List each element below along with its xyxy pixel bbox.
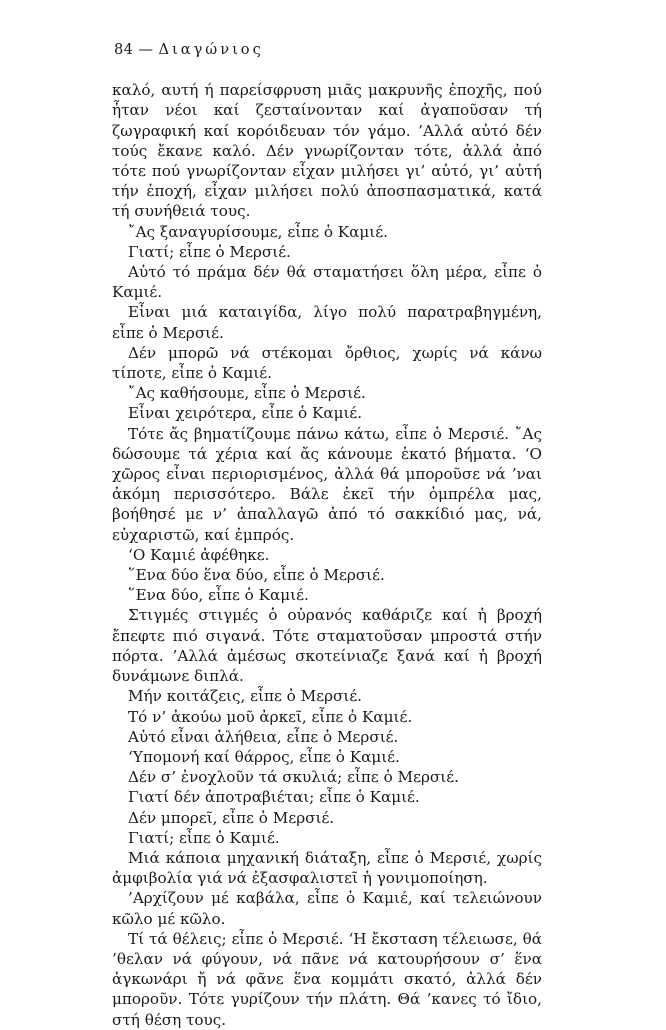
header-separator: — (138, 41, 154, 58)
paragraph: Στιγμές στιγμές ὁ οὐρανός καθάριζε καί ἡ βροχή ἔπεφτε πιό σιγανά. Τότε σταματοῦσαν μπροστά στήν πόρτα. ’Αλλά ἀμέσως σκοτείνιαζε ξανά καί ἡ βροχή δυνάμωνε διπλά. (112, 606, 542, 686)
paragraph: Δέν σ’ ἐνοχλοῦν τά σκυλιά; εἶπε ὁ Μερσιέ. (128, 768, 459, 787)
paragraph: ῎Ας καθήσουμε, εἶπε ὁ Μερσιέ. (128, 384, 366, 403)
continued-paragraph: καλό, αυτή ή παρείσφρυση μιᾶς μακρυνῆς ἐποχῆς, πού ἦταν νέοι καί ζεσταίνονταν καί ἀγαποῦσαν τή ζωγραφική καί κορόιδευαν τόν γάμο. ’Αλλά αὐτό δέν τούς ἔκανε καλό. Δέν γνωρίζονταν τότε, ἀλλά ἀπό τότε πού γνωρίζονταν εἶχαν μιλήσει γι’ αὐτό, γι’ αὐτή τήν ἐποχή, εἶχαν μιλήσει πολύ ἀποσπασματικά, κατά τή συνήθειά τους. (112, 81, 542, 221)
paragraph: ‘Ο Καμιέ ἀφέθηκε. (128, 545, 270, 564)
paragraph: Εἶναι μιά καταιγίδα, λίγο πολύ παρατραβηγμένη, εἶπε ὁ Μερσιέ. (112, 303, 542, 342)
paragraph: ‘Υπομονή καί θάρρος, εἶπε ὁ Καμιέ. (128, 747, 400, 766)
paragraph: ῞Ενα δύο ἕνα δύο, εἶπε ὁ Μερσιέ. (128, 566, 385, 585)
paragraph: Δέν μπορεῖ, εἶπε ὁ Μερσιέ. (128, 808, 335, 827)
paragraph: Γιατί; εἶπε ὁ Μερσιέ. (128, 242, 291, 261)
paragraph: Μήν κοιτάζεις, εἶπε ὁ Μερσιέ. (128, 687, 363, 706)
paragraph: ’Αρχίζουν μέ καβάλα, εἶπε ὁ Καμιέ, καί τελειώνουν κῶλο μέ κῶλο. (112, 889, 542, 928)
paragraph: Δέν μπορῶ νά στέκομαι ὄρθιος, χωρίς νά κάνω τίποτε, εἶπε ὁ Καμιέ. (112, 343, 542, 383)
paragraph: Αὐτό εἶναι ἀλήθεια, εἶπε ὁ Μερσιέ. (128, 727, 399, 746)
paragraph: ῞Ενα δύο, εἶπε ὁ Καμιέ. (128, 586, 309, 605)
running-title: Διαγώνιος (158, 41, 264, 58)
paragraph: Γιατί; εἶπε ὁ Καμιέ. (128, 828, 280, 847)
paragraph: Αὐτό τό πράμα δέν θά σταματήσει ὅλη μέρα, εἶπε ὁ Καμιέ. (112, 263, 542, 302)
paragraph: ῎Ας ξαναγυρίσουμε, εἶπε ὁ Καμιέ. (128, 222, 388, 241)
paragraph: Τότε ἄς βηματίζουμε πάνω κάτω, εἶπε ὁ Μερσιέ. ῎Ας δώσουμε τά χέρια καί ἄς κάνουμε ἑκατό βήματα. ‘Ο χῶρος εἶναι περιορισμένος, ἀλλά θά μποροῦσε νά ’ναι ἀκόμη περισσότερο. Βάλε ἐκεῖ τήν ὀμπρέλα μας, βοήθησέ με ν’ ἀπαλλαγῶ ἀπό τό σακκίδιό μας, νά, εὐχαριστῶ, καί ἐμπρός. (112, 424, 542, 544)
page-number: 84 (114, 41, 134, 58)
paragraph: Τό ν’ ἀκούω μοῦ ἀρκεῖ, εἶπε ὁ Καμιέ. (128, 707, 413, 726)
paragraph: Μιά κάποια μηχανική διάταξη, εἶπε ὁ Μερσιέ, χωρίς ἀμφιβολία γιά νά ἐξασφαλιστεῖ ἡ γονιμοποίηση. (112, 848, 542, 888)
paragraph: Εἶναι χειρότερα, εἶπε ὁ Καμιέ. (128, 404, 363, 423)
running-header (114, 40, 542, 60)
page-text (112, 80, 542, 1030)
paragraph: Τί τά θέλεις; εἶπε ὁ Μερσιέ. ‘Η ἔκσταση τέλειωσε, θά ’θελαν νά φύγουν, νά πᾶνε νά κατουρήσουν σ’ ἕνα ἀγκωνάρι ἤ νά φᾶνε ἕνα κομμάτι σκατό, ἀλλά δέν μποροῦν. Τότε γυρίζουν τήν πλάτη. Θά ’κανες τό ἴδιο, στή θέση τους. (112, 929, 542, 1029)
paragraph: Γιατί δέν ἀποτραβιέται; εἶπε ὁ Καμιέ. (128, 788, 420, 807)
book-page (112, 40, 542, 1030)
